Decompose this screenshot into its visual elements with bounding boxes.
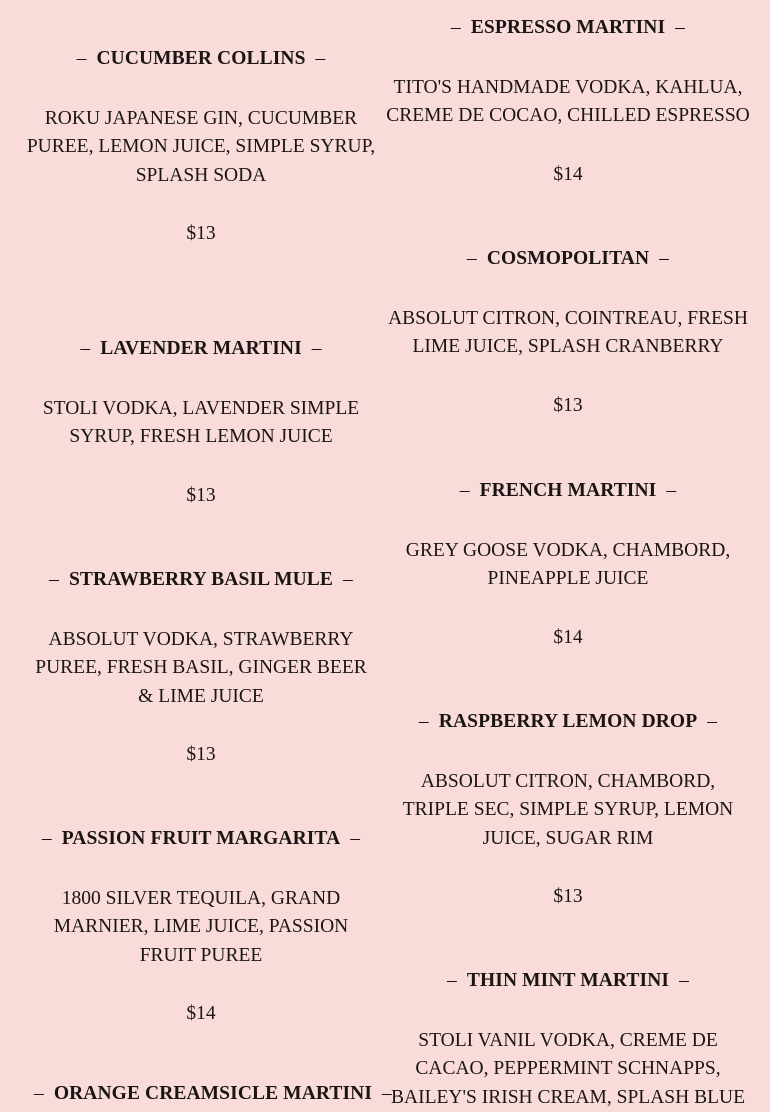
item-name <box>24 568 378 592</box>
item-description: STOLI VODKA, LAVENDER SIMPLE SYRUP, FRESH LEMON JUICE <box>42 398 360 448</box>
dash-left: – <box>41 828 52 849</box>
item-name <box>384 969 752 993</box>
item-description: 1800 SILVER TEQUILA, GRAND MARNIER, LIME JUICE, PASSION FRUIT PUREE <box>53 888 349 966</box>
item-price: $13 <box>186 484 216 506</box>
menu-item-orange-creamsicle-martini <box>24 1082 392 1106</box>
item-name <box>384 479 752 503</box>
dash-left: – <box>49 569 59 590</box>
dash-left: – <box>76 48 87 69</box>
item-name-text: RASPBERRY LEMON DROP <box>438 711 698 732</box>
item-name-text: STRAWBERRY BASIL MULE <box>68 569 333 590</box>
menu-item-french-martini <box>384 479 752 652</box>
menu-item-cosmopolitan <box>384 247 752 420</box>
item-name-text: FRENCH MARTINI <box>479 480 657 501</box>
item-name <box>384 710 752 734</box>
dash-right: – <box>659 248 669 269</box>
dash-left: – <box>447 970 457 991</box>
menu-item-raspberry-lemon-drop <box>384 710 752 911</box>
item-name-text: COSMOPOLITAN <box>486 248 650 269</box>
item-name-text: LAVENDER MARTINI <box>100 338 302 359</box>
item-description: STOLI VANIL VODKA, CREME DE CACAO, PEPPERMINT SCHNAPPS, BAILEY'S IRISH CREAM, SPLASH BLUE <box>390 1030 745 1108</box>
dash-left: – <box>418 711 429 732</box>
dash-right: – <box>666 480 677 501</box>
dash-left: – <box>459 480 470 501</box>
item-name <box>24 827 378 851</box>
dash-right: – <box>707 711 718 732</box>
dash-right: – <box>315 48 326 69</box>
item-name-text: CUCUMBER COLLINS <box>96 48 306 69</box>
item-price: $13 <box>553 885 583 907</box>
dash-right: – <box>343 569 353 590</box>
item-price: $13 <box>553 394 583 416</box>
dash-right: – <box>675 17 686 38</box>
item-description: TITO'S HANDMADE VODKA, KAHLUA, CREME DE COCAO, CHILLED ESPRESSO <box>386 77 750 127</box>
menu-item-cucumber-collins <box>24 47 378 248</box>
menu-item-espresso-martini <box>384 16 752 189</box>
item-description: GREY GOOSE VODKA, CHAMBORD, PINEAPPLE JUICE <box>405 540 731 590</box>
item-description: ABSOLUT CITRON, COINTREAU, FRESH LIME JUICE, SPLASH CRANBERRY <box>388 308 748 358</box>
item-description: ABSOLUT VODKA, STRAWBERRY PUREE, FRESH BASIL, GINGER BEER & LIME JUICE <box>35 629 367 707</box>
item-price: $13 <box>186 743 216 765</box>
item-name <box>384 247 752 271</box>
dash-right: – <box>311 338 322 359</box>
item-name <box>24 1082 392 1106</box>
item-description: ABSOLUT CITRON, CHAMBORD, TRIPLE SEC, SIMPLE SYRUP, LEMON JUICE, SUGAR RIM <box>402 771 734 849</box>
item-name-text: PASSION FRUIT MARGARITA <box>61 828 341 849</box>
dash-right: – <box>679 970 689 991</box>
dash-left: – <box>80 338 91 359</box>
dash-left: – <box>467 248 477 269</box>
item-name <box>24 337 378 361</box>
item-description: ROKU JAPANESE GIN, CUCUMBER PUREE, LEMON JUICE, SIMPLE SYRUP, SPLASH SODA <box>26 108 376 186</box>
item-price: $14 <box>186 1002 216 1024</box>
menu-item-strawberry-basil-mule <box>24 568 378 769</box>
menu-item-lavender-martini <box>24 337 378 510</box>
item-price: $13 <box>186 222 216 244</box>
item-name-text: THIN MINT MARTINI <box>466 970 670 991</box>
item-price: $14 <box>553 163 583 185</box>
dash-right: – <box>350 828 361 849</box>
item-name <box>384 16 752 40</box>
item-name <box>24 47 378 71</box>
item-name-text: ORANGE CREAMSICLE MARTINI <box>53 1083 373 1104</box>
dash-right: – <box>382 1083 392 1104</box>
menu-item-thin-mint-martini <box>384 969 752 1112</box>
item-name-text: ESPRESSO MARTINI <box>470 17 666 38</box>
menu-item-passion-fruit-margarita <box>24 827 378 1028</box>
dash-left: – <box>450 17 461 38</box>
item-price: $14 <box>553 626 583 648</box>
dash-left: – <box>34 1083 44 1104</box>
